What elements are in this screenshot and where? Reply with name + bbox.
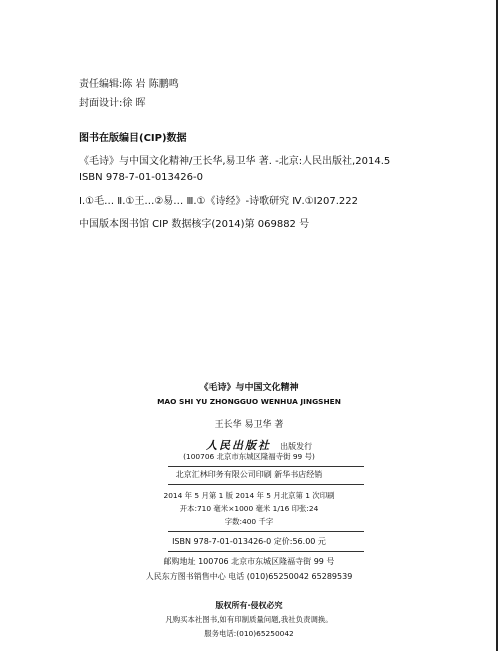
postal-address: 邮购地址 100706 北京市东城区隆福寺街 99 号: [163, 557, 335, 566]
edition-line: 2014 年 5 月第 1 版 2014 年 5 月北京第 1 次印刷: [163, 491, 335, 500]
sales-center: 人民东方图书销售中心 电话 (010)65250042 65289539: [145, 572, 353, 581]
rule-2: [168, 484, 364, 485]
format-line: 开本:710 毫米×1000 毫米 1/16 印张:24: [179, 504, 319, 513]
rule-1: [168, 466, 364, 467]
service-phone: 服务电话:(010)65250042: [204, 629, 294, 638]
cip-title-line: 《毛诗》与中国文化精神/王长华,易卫华 著. -北京:人民出版社,2014.5: [79, 156, 391, 167]
colophon-authors: 王长华 易卫华 著: [214, 420, 284, 430]
cip-heading: 图书在版编目(CIP)数据: [79, 133, 187, 144]
rule-4: [168, 551, 364, 552]
isbn-price: ISBN 978-7-01-013426-0 定价:56.00 元: [172, 537, 326, 546]
publisher-address: (100706 北京市东城区隆福寺街 99 号): [183, 452, 315, 461]
printer-line: 北京汇林印务有限公司印刷 新华书店经销: [175, 470, 323, 479]
cip-classification: Ⅰ.①毛… Ⅱ.①王…②易… Ⅲ.①《诗经》-诗歌研究 Ⅳ.①I207.222: [79, 196, 358, 207]
return-notice: 凡购买本社图书,如有印制质量问题,我社负责调换。: [165, 615, 333, 624]
publisher-line: [206, 436, 312, 452]
cover-design-credit: 封面设计:徐 晖: [79, 98, 146, 109]
publisher-logo: 人民出版社: [206, 439, 271, 452]
rule-3: [168, 531, 364, 532]
cip-isbn: ISBN 978-7-01-013426-0: [79, 172, 203, 183]
cip-record-number: 中国版本图书馆 CIP 数据核字(2014)第 069882 号: [79, 219, 310, 230]
colophon-title: 《毛诗》与中国文化精神: [199, 383, 299, 393]
word-count: 字数:400 千字: [224, 517, 274, 526]
editor-credit: 责任编辑:陈 岩 陈鹏鸣: [79, 79, 179, 90]
publish-suffix: 出版发行: [280, 442, 313, 451]
colophon-pinyin: MAO SHI YU ZHONGGUO WENHUA JINGSHEN: [157, 397, 341, 406]
rights-reserved: 版权所有·侵权必究: [215, 601, 283, 610]
